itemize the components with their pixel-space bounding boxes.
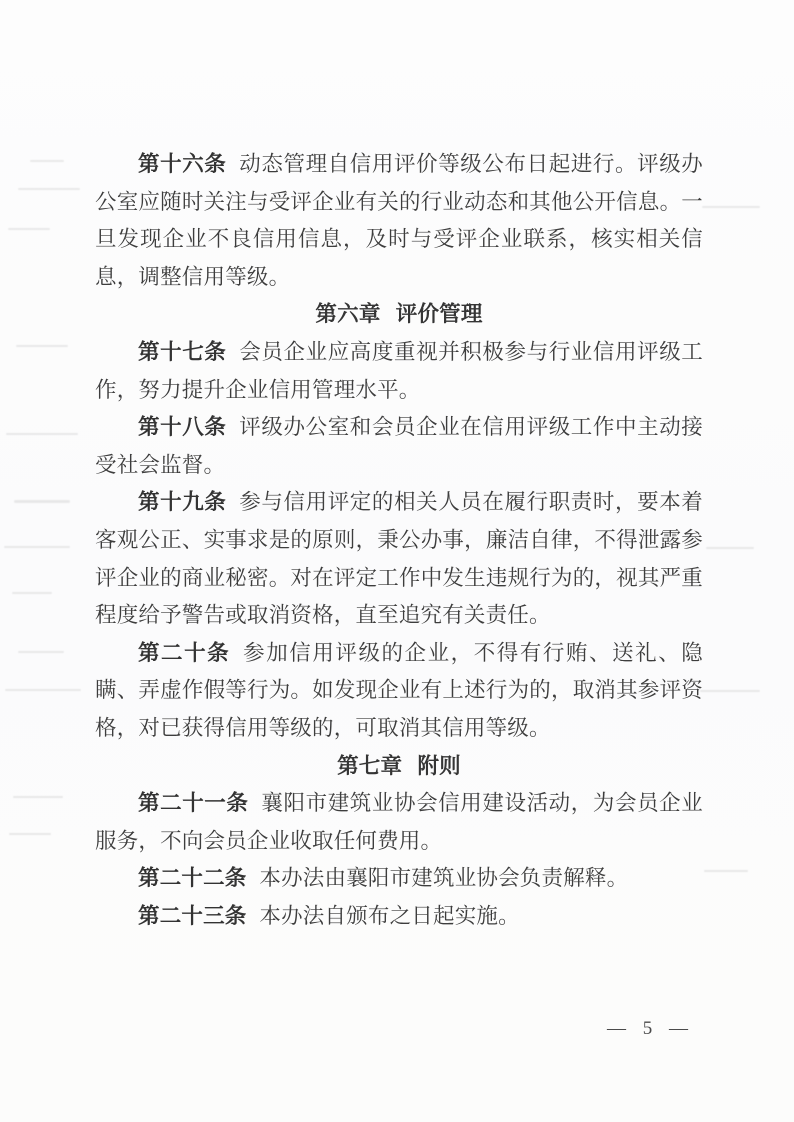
article-paragraph [95, 860, 703, 898]
article-text: 会员企业应高度重视并积极参与行业信用评级工作，努力提升企业信用管理水平。 [95, 339, 703, 402]
chapter-heading: 第六章 评价管理 [315, 302, 483, 327]
article-text: 本办法由襄阳市建筑业协会负责解释。 [259, 866, 629, 891]
scan-artifact [9, 833, 51, 835]
article-number: 第十六条 [138, 152, 227, 176]
article-text: 本办法自颁布之日起实施。 [259, 903, 520, 928]
article-number: 第二十三条 [138, 903, 247, 928]
article-paragraph [95, 898, 703, 936]
scan-artifact [13, 796, 63, 798]
scan-artifact [14, 500, 70, 503]
scan-artifact [12, 592, 52, 594]
article-paragraph [95, 409, 703, 484]
article-text: 襄阳市建筑业协会信用建设活动，为会员企业服务，不向会员企业收取任何费用。 [95, 791, 703, 853]
chapter-heading: 第七章 附则 [337, 753, 461, 778]
article-text: 动态管理自信用评价等级公布日起进行。评级办公室应随时关注与受评企业有关的行业动态和其他公开信息。一旦发现企业不良信用信息，及时与受评企业联系，核实相关信息，调整信用等级。 [95, 152, 703, 289]
scan-artifact [700, 690, 760, 692]
article-number: 第十九条 [138, 490, 227, 515]
article-paragraph [95, 635, 703, 748]
article-number: 第二十条 [138, 640, 231, 665]
scan-artifact [30, 160, 64, 162]
article-number: 第二十一条 [138, 791, 249, 816]
scan-artifact [706, 547, 754, 549]
article-number: 第十七条 [138, 339, 227, 364]
scan-artifact [4, 546, 70, 548]
scan-artifact [5, 689, 81, 691]
article-number: 第二十二条 [138, 866, 247, 891]
article-paragraph [95, 334, 703, 409]
scan-artifact [8, 228, 50, 230]
scan-artifact [702, 206, 760, 208]
article-number: 第十八条 [138, 415, 227, 440]
article-text: 参与信用评定的相关人员在履行职责时，要本着客观公正、实事求是的原则，秉公办事，廉洁自律，不得泄露参评企业的商业秘密。对在评定工作中发生违规行为的，视其严重程度给予警告或取消资格，直至追究有关责任。 [95, 490, 703, 628]
scan-artifact [18, 651, 64, 653]
scan-artifact [6, 433, 78, 435]
document-body [95, 146, 703, 935]
page-number: — 5 — [607, 1018, 694, 1039]
article-paragraph [95, 146, 703, 296]
article-text: 参加信用评级的企业，不得有行贿、送礼、隐瞒、弄虚作假等行为。如发现企业有上述行为的，取消其参评资格，对已获得信用等级的，可取消其信用等级。 [95, 640, 703, 740]
scan-artifact [18, 188, 80, 190]
article-paragraph [95, 484, 703, 634]
scan-artifact [16, 345, 68, 347]
scan-artifact [704, 870, 748, 872]
article-text: 评级办公室和会员企业在信用评级工作中主动接受社会监督。 [95, 415, 703, 477]
article-paragraph [95, 785, 703, 860]
